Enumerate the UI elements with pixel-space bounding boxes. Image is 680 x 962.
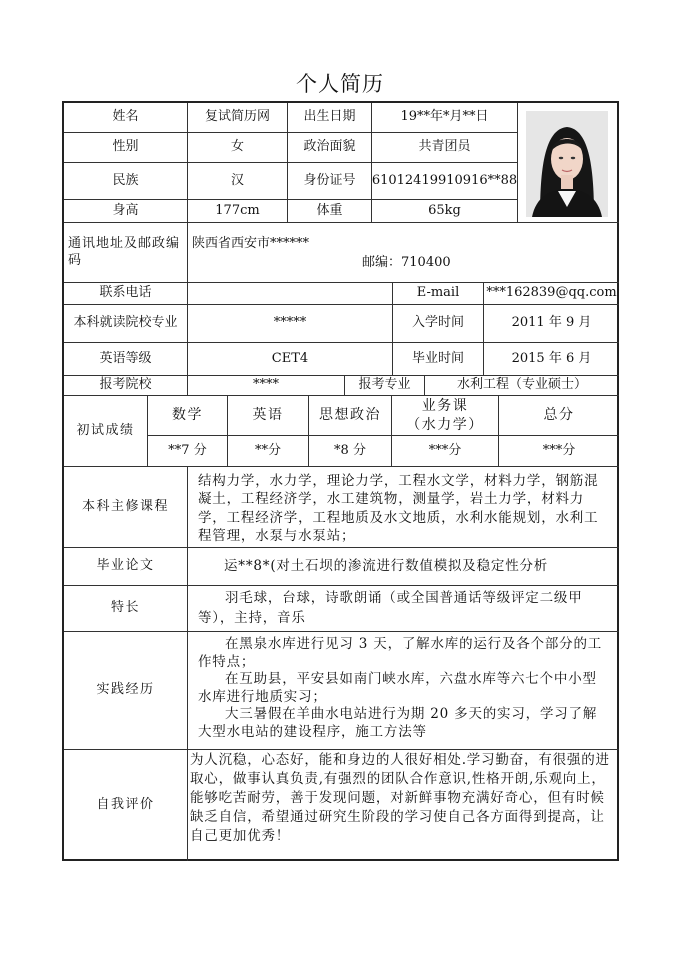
score-header-politics: 思想政治	[309, 396, 392, 436]
score-header-major: 业务课 （水力学）	[392, 396, 499, 436]
score-politics: *8 分	[309, 436, 392, 467]
english-label: 英语等级	[64, 343, 188, 376]
page-title: 个人简历	[296, 72, 384, 96]
score-total: ***分	[499, 436, 619, 467]
political-label: 政治面貌	[288, 133, 372, 163]
height-value: 177cm	[188, 200, 288, 223]
political-value: 共青团员	[372, 133, 518, 163]
thesis-label: 毕业论文	[64, 548, 188, 586]
practice-item: 在黑泉水库进行见习 3 天，了解水库的运行及各个部分的工作特点；	[198, 636, 603, 670]
apply-school-value: ****	[188, 376, 345, 396]
apply-major-value: 水利工程（专业硕士）	[425, 376, 619, 396]
score-header-total: 总分	[499, 396, 619, 436]
skills-text: 羽毛球，台球，诗歌朗诵（或全国普通话等级评定二级甲等），主持，音乐	[188, 586, 619, 632]
weight-value: 65kg	[372, 200, 518, 223]
grad-label: 毕业时间	[393, 343, 484, 376]
birth-value: 19**年*月**日	[372, 103, 518, 133]
name-value: 复试简历网	[188, 103, 288, 133]
score-math: **7 分	[148, 436, 228, 467]
birth-label: 出生日期	[288, 103, 372, 133]
phone-value	[188, 283, 393, 305]
thesis-text: 运**8*(对土石坝的渗流进行数值模拟及稳定性分析	[188, 548, 619, 586]
resume-table	[62, 101, 619, 861]
height-label: 身高	[64, 200, 188, 223]
postcode-value: 邮编：710400	[362, 255, 451, 270]
scores-label: 初试成绩	[64, 396, 148, 467]
email-value: ***162839@qq.com	[484, 283, 619, 305]
score-english: **分	[228, 436, 309, 467]
skills-label: 特长	[64, 586, 188, 632]
address-label: 通讯地址及邮政编码	[64, 223, 188, 283]
self-eval-label: 自我评价	[64, 750, 188, 861]
enroll-value: 2011 年 9 月	[484, 305, 619, 343]
apply-school-label: 报考院校	[64, 376, 188, 396]
phone-label: 联系电话	[64, 283, 188, 305]
name-label: 姓名	[64, 103, 188, 133]
school-label: 本科就读院校专业	[64, 305, 188, 343]
ethnic-value: 汉	[188, 163, 288, 200]
profile-photo	[526, 111, 608, 217]
english-value: CET4	[188, 343, 393, 376]
grad-value: 2015 年 6 月	[484, 343, 619, 376]
school-value: *****	[188, 305, 393, 343]
gender-value: 女	[188, 133, 288, 163]
email-label: E-mail	[393, 283, 484, 305]
address-value: 陕西省西安市******	[192, 236, 310, 251]
score-major: ***分	[392, 436, 499, 467]
apply-major-label: 报考专业	[345, 376, 425, 396]
address-cell	[188, 223, 619, 283]
ethnic-label: 民族	[64, 163, 188, 200]
gender-label: 性别	[64, 133, 188, 163]
score-header-english: 英语	[228, 396, 309, 436]
practice-item: 在互助县，平安县如南门峡水库，六盘水库等六七个中小型水库进行地质实习；	[198, 671, 597, 705]
practice-item: 大三暑假在羊曲水电站进行为期 20 多天的实习，学习了解大型水电站的建设程序，施工方法等	[198, 706, 598, 740]
practice-label: 实践经历	[64, 632, 188, 750]
weight-label: 体重	[288, 200, 372, 223]
self-eval-text: 为人沉稳，心态好，能和身边的人很好相处.学习勤奋，有很强的进取心，做事认真负责,有强烈的团队合作意识,性格开朗,乐观向上，能够吃苦耐劳，善于发现问题，对新鲜事物充满好奇心，但有时候缺乏自信，希望通过研究生阶段的学习使自己各方面得到提高，让自己更加优秀！	[190, 752, 610, 844]
practice-text	[188, 632, 619, 750]
id-label: 身份证号	[288, 163, 372, 200]
courses-label: 本科主修课程	[64, 467, 188, 548]
enroll-label: 入学时间	[393, 305, 484, 343]
score-header-math: 数学	[148, 396, 228, 436]
id-value: 61012419910916**88	[372, 163, 518, 200]
courses-text: 结构力学，水力学，理论力学，工程水文学，材料力学，钢筋混凝土，工程经济学，水工建筑物，测量学，岩土力学，材料力学，工程经济学，工程地质及水文地质，水利水能规划，水利工程管理，水泵与水泵站；	[188, 467, 619, 548]
